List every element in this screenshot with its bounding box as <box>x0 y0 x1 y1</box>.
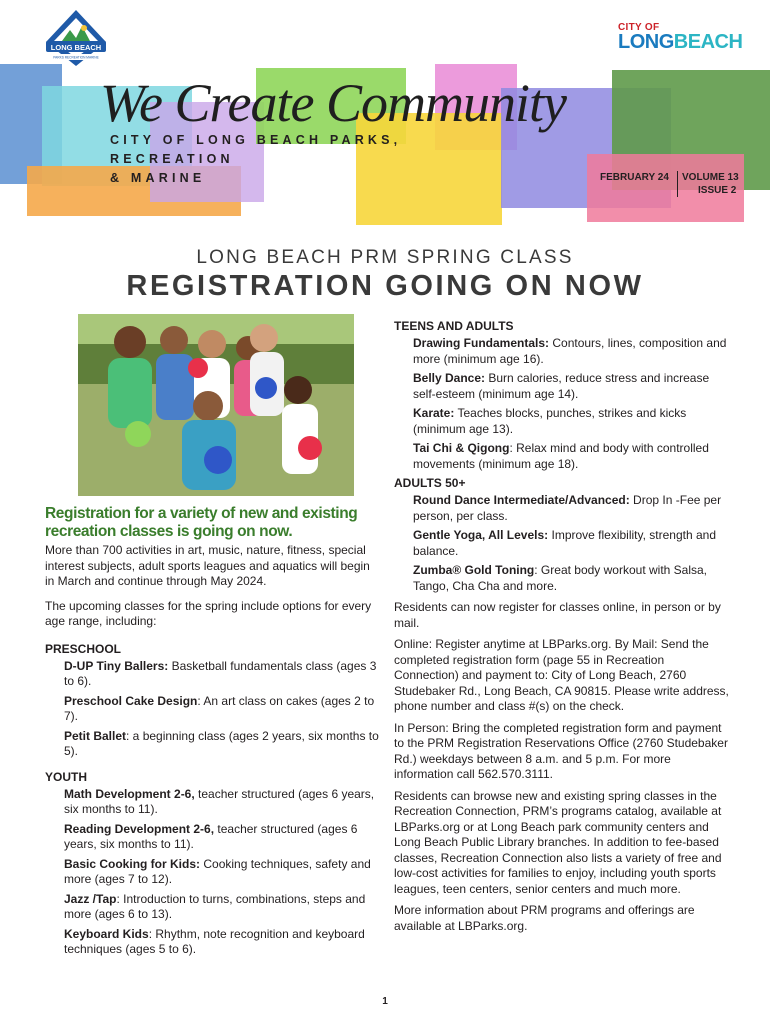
class-name: Zumba® Gold Toning <box>413 563 535 577</box>
article-upcoming: The upcoming classes for the spring include options for every age range, including: <box>45 598 372 628</box>
article-kicker: LONG BEACH PRM SPRING CLASS <box>196 247 574 268</box>
class-name: Belly Dance: <box>413 371 486 385</box>
city-logo-name <box>618 31 742 54</box>
register-online-mail: Online: Register anytime at LBParks.org. By Mail: Send the completed registration form (page 55 in Recreation Connection) and payment to: City of Long Beach, 2760 Studebaker Rd., Long Beach, CA 90815. Please write address, phone number and class #(s) on the check. <box>394 637 729 713</box>
class-item <box>64 822 380 853</box>
class-item <box>413 371 732 402</box>
class-item <box>64 787 380 818</box>
teens-heading: TEENS AND ADULTS <box>394 319 514 333</box>
parks-logo-text: LONG BEACH <box>50 43 102 52</box>
adults-heading: ADULTS 50+ <box>394 476 466 490</box>
class-item <box>64 892 380 923</box>
class-name: Preschool Cake Design <box>64 693 198 708</box>
class-name: D-UP Tiny Ballers: <box>64 658 169 673</box>
preschool-heading: PRESCHOOL <box>45 641 122 656</box>
city-logo-long: LONG <box>618 31 674 53</box>
class-desc: Cooking techniques, safety and more (ages 7 to 12). <box>64 856 371 886</box>
class-name: Petit Ballet <box>64 728 127 743</box>
class-item <box>413 528 732 559</box>
article-lead: Registration for a variety of new and existing recreation classes is going on now. <box>45 505 358 540</box>
city-logo <box>618 22 748 52</box>
class-desc: Drop In -Fee per person, per class. <box>413 493 722 523</box>
left-column <box>45 505 380 962</box>
class-item <box>64 694 380 725</box>
class-name: Tai Chi & Qigong <box>413 441 510 455</box>
class-desc: : Rhythm, note recognition and keyboard techniques (ages 5 to 6). <box>64 926 365 956</box>
class-name: Drawing Fundamentals: <box>413 336 550 350</box>
youth-heading: YOUTH <box>45 769 87 784</box>
class-desc: teacher structured (ages 6 years, six months to 11). <box>64 821 358 851</box>
class-desc: : Great body workout with Salsa, Tango, Cha Cha and more. <box>413 563 708 593</box>
class-name: Basic Cooking for Kids: <box>64 856 201 871</box>
class-desc: Improve flexibility, strength and balance. <box>413 528 717 558</box>
class-desc: : Introduction to turns, combinations, steps and more (ages 6 to 13). <box>64 891 366 921</box>
issue-volume: VOLUME 13 <box>682 172 739 183</box>
class-item <box>413 336 732 367</box>
class-desc: Teaches blocks, punches, strikes and kicks (minimum age 13). <box>413 406 687 436</box>
class-name: Math Development 2-6, <box>64 786 195 801</box>
class-item <box>413 493 732 524</box>
parks-logo-subtext: PARKS RECREATION MARINE <box>53 55 99 60</box>
class-item <box>64 927 380 958</box>
issue-number: ISSUE 2 <box>698 185 737 196</box>
class-name: Reading Development 2-6, <box>64 821 215 836</box>
class-desc: : a beginning class (ages 2 years, six months to 5). <box>64 728 379 758</box>
class-item <box>413 563 732 594</box>
class-name: Round Dance Intermediate/Advanced: <box>413 493 630 507</box>
class-item <box>64 729 380 760</box>
recreation-connection: Residents can browse new and existing spring classes in the Recreation Connection, PRM’s programs catalog, available at LBParks.org or at Long Beach park community centers and Long Beach Public Library branches. In addition to fee-based classes, Recreation Connection also lists a variety of free and low-cost activities for families to enjoy, including youth sports leagues, teen centers, senior centers and much more. <box>394 788 722 896</box>
class-name: Karate: <box>413 406 455 420</box>
parks-logo <box>42 8 110 68</box>
article-headline: REGISTRATION GOING ON NOW <box>126 270 644 302</box>
class-desc: teacher structured (ages 6 years, six months to 11). <box>64 786 375 816</box>
masthead-subtitle-line2: & MARINE <box>110 171 206 185</box>
class-desc: Burn calories, reduce stress and increase self-esteem (minimum age 14). <box>413 371 710 401</box>
class-desc: : Relax mind and body with controlled movements (minimum age 18). <box>413 441 709 471</box>
article-intro: More than 700 activities in art, music, nature, fitness, special interest subjects, adult sports leagues and aquatics will begin in March and continue through May 2024. <box>45 543 370 588</box>
masthead-subtitle-line1: CITY OF LONG BEACH PARKS, RECREATION <box>110 133 402 166</box>
class-name: Jazz /Tap <box>64 891 117 906</box>
class-name: Gentle Yoga, All Levels: <box>413 528 549 542</box>
register-in-person: In Person: Bring the completed registration form and payment to the PRM Registration Reservations Office (2760 Studebaker Rd.) weekdays between 8 a.m. and 5 p.m. For more information call 562.570.3111. <box>394 720 728 781</box>
page-number: 1 <box>382 996 388 1007</box>
class-desc: Contours, lines, composition and more (minimum age 16). <box>413 336 727 366</box>
right-column <box>394 319 732 934</box>
kids-photo <box>78 314 354 496</box>
class-desc: Basketball fundamentals class (ages 3 to 6). <box>64 658 377 688</box>
class-desc: : An art class on cakes (ages 2 to 7). <box>64 693 375 723</box>
masthead-subtitle <box>110 131 530 188</box>
city-logo-top: CITY OF <box>618 22 660 33</box>
more-information: More information about PRM programs and offerings are available at LBParks.org. <box>394 903 695 933</box>
class-item <box>64 857 380 888</box>
register-options: Residents can now register for classes online, in person or by mail. <box>394 600 721 630</box>
city-logo-beach: BEACH <box>673 31 743 53</box>
class-item <box>413 441 732 472</box>
class-name: Keyboard Kids <box>64 926 149 941</box>
class-item <box>64 659 380 690</box>
class-item <box>413 406 732 437</box>
issue-divider <box>677 171 678 197</box>
issue-date: FEBRUARY 24 <box>600 172 669 183</box>
masthead-title: We Create Community <box>100 73 566 133</box>
